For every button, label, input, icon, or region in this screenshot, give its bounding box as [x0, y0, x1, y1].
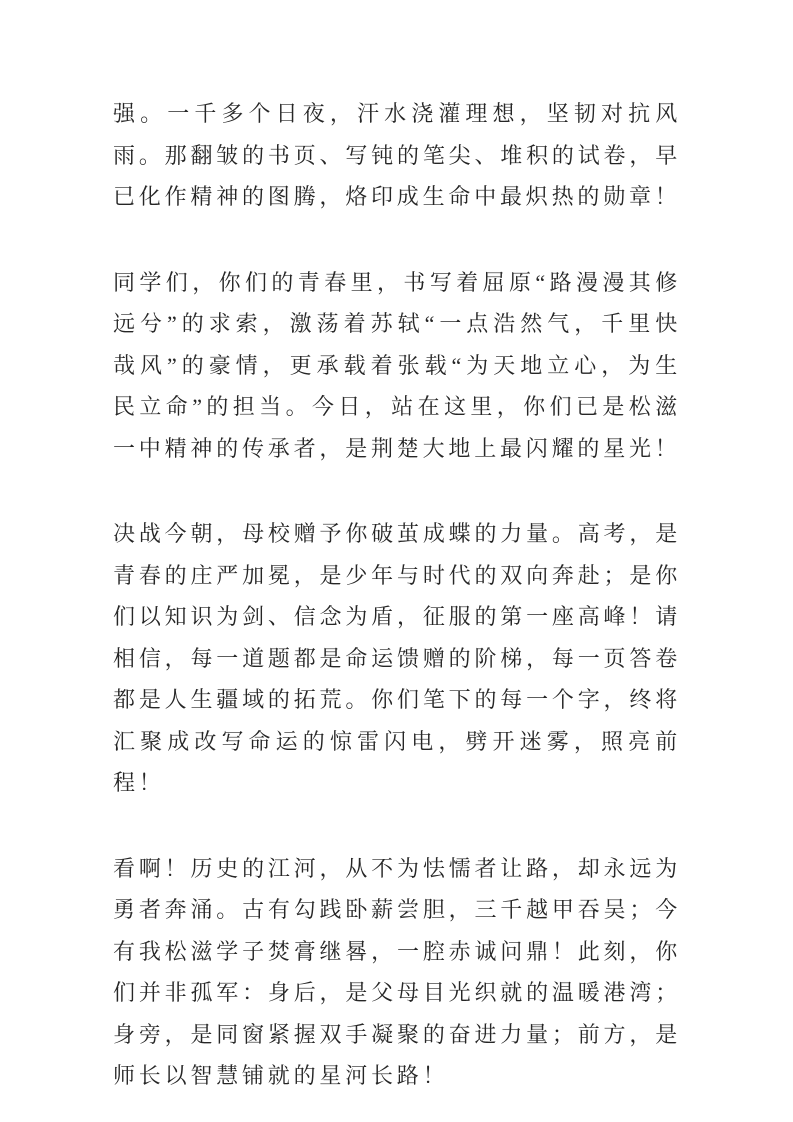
- paragraph-1: 强。一千多个日夜，汗水浇灌理想，坚韧对抗风雨。那翻皱的书页、写钝的笔尖、堆积的试卷，早已化作精神的图腾，烙印成生命中最炽热的勋章！: [113, 101, 681, 209]
- paragraph-2: 同学们，你们的青春里，书写着屈原“路漫漫其修远兮”的求索，激荡着苏轼“一点浩然气，千里快哉风”的豪情，更承载着张载“为天地立心，为生民立命”的担当。今日，站在这里，你们已是松滋一中精神的传承者，是荆楚大地上最闪耀的星光！: [113, 269, 681, 461]
- paragraph-3: 决战今朝，母校赠予你破茧成蝶的力量。高考，是青春的庄严加冕，是少年与时代的双向奔赴；是你们以知识为剑、信念为盾，征服的第一座高峰！请相信，每一道题都是命运馈赠的阶梯，每一页答卷都是人生疆域的拓荒。你们笔下的每一个字，终将汇聚成改写命运的惊雷闪电，劈开迷雾，照亮前程！: [113, 521, 681, 795]
- paragraph-4: 看啊！历史的江河，从不为怯懦者让路，却永远为勇者奔涌。古有勾践卧薪尝胆，三千越甲吞吴；今有我松滋学子焚膏继晷，一腔赤诚问鼎！此刻，你们并非孤军：身后，是父母目光织就的温暖港湾；身旁，是同窗紧握双手凝聚的奋进力量；前方，是师长以智慧铺就的星河长路！: [113, 855, 681, 1088]
